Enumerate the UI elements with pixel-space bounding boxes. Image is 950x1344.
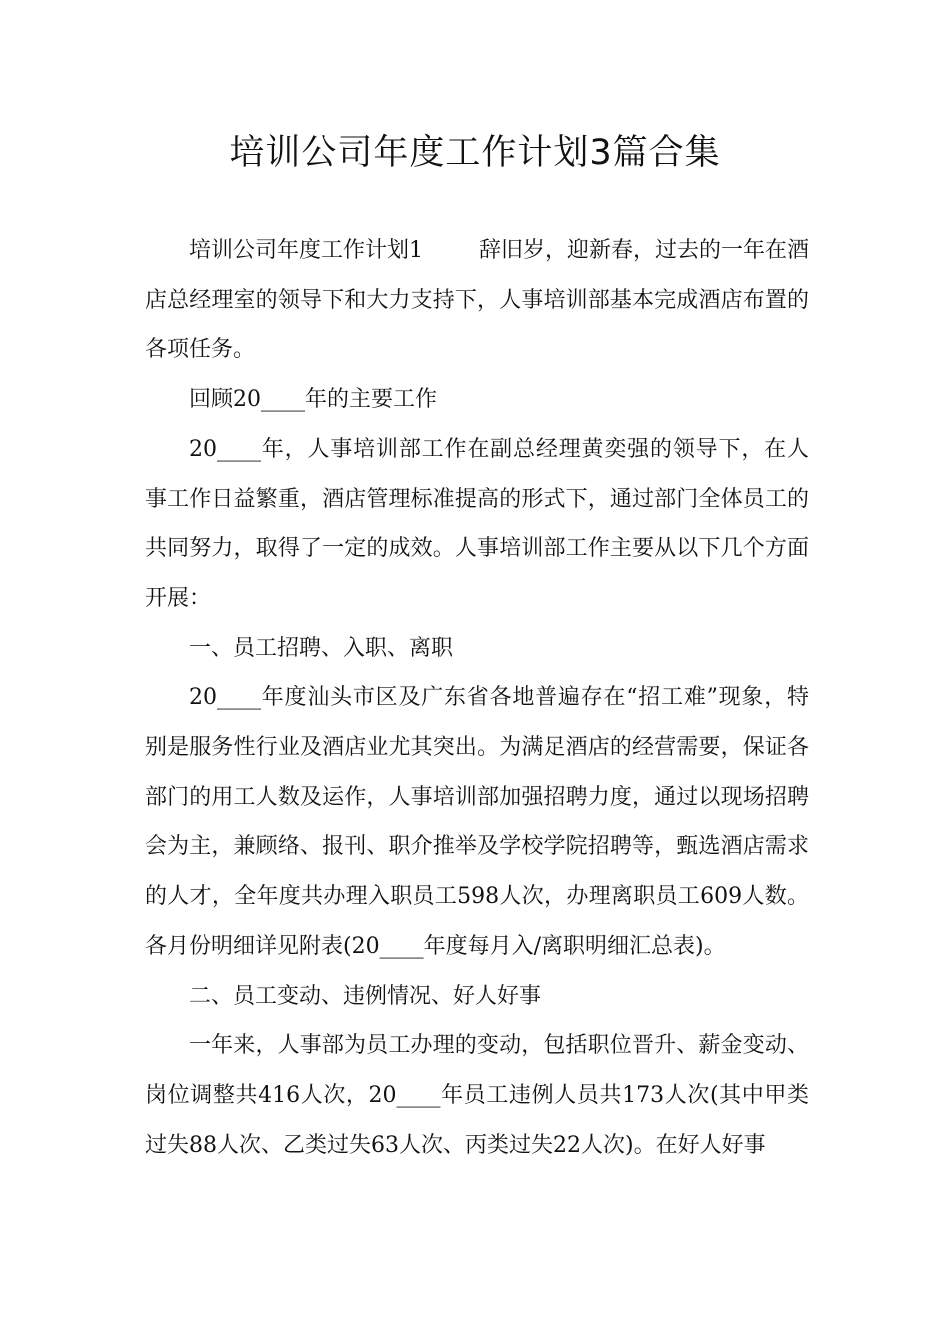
document-title: 培训公司年度工作计划3篇合集: [229, 133, 721, 173]
section-heading-changes: 二、员工变动、违例情况、好人好事: [189, 983, 542, 1009]
paragraph-overview: 20____年，人事培训部工作在副总经理黄奕强的领导下，在人事工作日益繁重，酒店管理标准提高的形式下，通过部门全体员工的共同努力，取得了一定的成效。人事培训部工作主要从以下几个方面开展：: [145, 436, 809, 611]
paragraph-intro: [145, 226, 809, 375]
document-body: [145, 226, 809, 1170]
paragraph-intro-text: 辞旧岁，迎新春，过去的一年在酒店总经理室的领导下和大力支持下，人事培训部基本完成酒店布置的各项任务。: [145, 238, 810, 363]
paragraph-changes: 一年来，人事部为员工办理的变动，包括职位晋升、薪金变动、岗位调整共416人次，20____年员工违例人员共173人次(其中甲类过失88人次、乙类过失63人次、丙类过失22人次)。在好人好事: [145, 1033, 809, 1158]
section-lead-label: 培训公司年度工作计划1: [189, 238, 423, 263]
paragraph-recruitment: 20____年度汕头市区及广东省各地普遍存在“招工难”现象，特别是服务性行业及酒店业尤其突出。为满足酒店的经营需要，保证各部门的用工人数及运作，人事培训部加强招聘力度，通过以现场招聘会为主，兼顾络、报刊、职介推举及学校学院招聘等，甄选酒店需求的人才，全年度共办理入职员工598人次，办理离职员工609人数。各月份明细详见附表(20____年度每月入/离职明细汇总表)。: [145, 685, 809, 959]
paragraph-review-heading: 回顾20____年的主要工作: [189, 387, 437, 413]
section-heading-recruitment: 一、员工招聘、入职、离职: [189, 635, 454, 661]
